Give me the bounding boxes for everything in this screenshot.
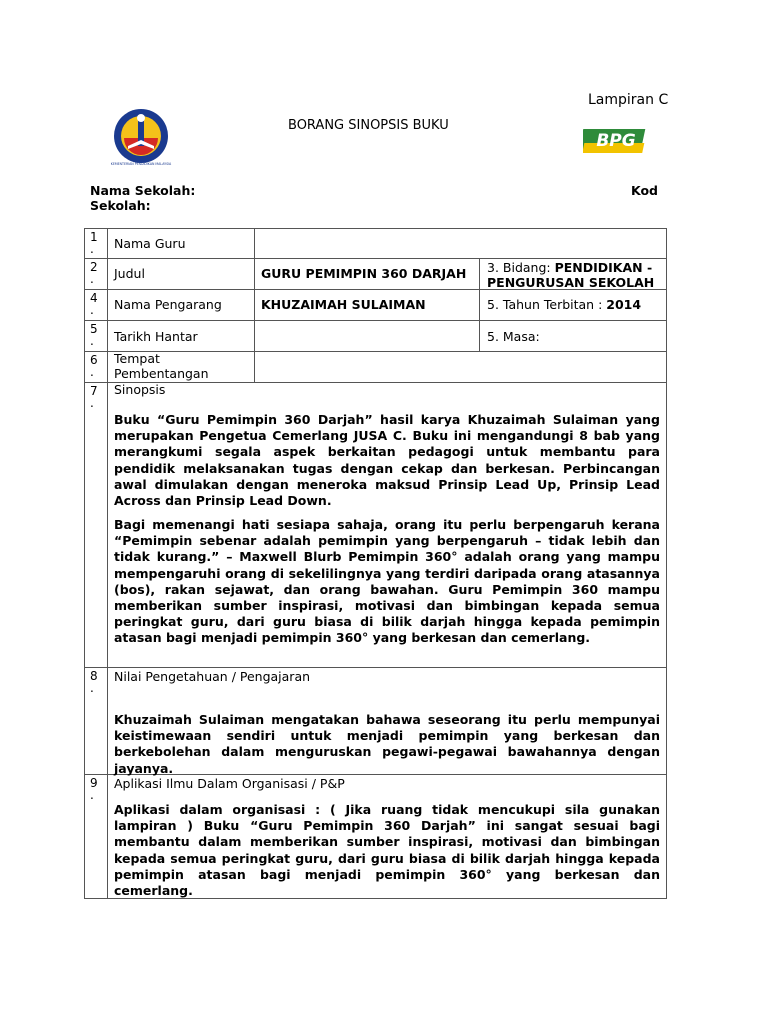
bpg-text: BPG [596, 131, 636, 151]
bidang-field [487, 260, 654, 290]
kpm-ring-text: KEMENTERIAN PENDIDIKAN MALAYSIA [110, 162, 172, 166]
pembentangan-label: Pembentangan [114, 366, 209, 381]
row-number: 9 . [90, 776, 98, 802]
sinopsis-paragraph-2: Bagi memenangi hati sesiapa sahaja, orang itu perlu berpengaruh kerana “Pemimpin sebenar adalah pemimpin yang berpengaruh – tidak lebih dan tidak kurang.” – Maxwell Blurb Pemimpin 360° adalah orang yang mampu mempengaruhi orang di sekelilingnya yang terdiri daripada orang atasannya (bos), rakan sejawat, dan orang bawahan. Guru Pemimpin 360 mampu memberikan sumber inspirasi, motivasi dan bimbingan kepada semua peringkat guru, dari guru biasa di bilik darjah hingga kepada pemimpin atasan bagi menjadi pemimpin 360° yang berkesan dan cemerlang. [114, 517, 660, 646]
kod-label: Kod [631, 183, 659, 198]
tarikh-hantar-label: Tarikh Hantar [114, 329, 198, 344]
nama-pengarang-label: Nama Pengarang [114, 297, 222, 312]
row-divider [84, 258, 667, 259]
column-divider [479, 258, 480, 352]
table-border [84, 228, 85, 899]
column-divider [107, 228, 108, 899]
bidang-value-1: PENDIDIKAN - [554, 260, 653, 275]
row-divider [84, 667, 667, 668]
row-number: 8 . [90, 669, 98, 695]
tahun-value: 2014 [606, 297, 642, 312]
row-divider [84, 382, 667, 383]
row-number: 1 . [90, 230, 98, 256]
nilai-pengetahuan-label: Nilai Pengetahuan / Pengajaran [114, 669, 311, 684]
kpm-logo [110, 108, 172, 168]
aplikasi-paragraph: Aplikasi dalam organisasi : ( Jika ruang tidak mencukupi sila gunakan lampiran ) Buku “Guru Pemimpin 360 Darjah” ini sangat sesuai bagi membantu dalam memberikan sumber inspirasi, motivasi dan bimbingan kepada semua peringkat guru, dari guru biasa di bilik darjah hingga kepada pemimpin atasan bagi menjadi pemimpin 360° yang berkesan dan cemerlang. [114, 802, 660, 899]
row-number: 7 . [90, 384, 98, 410]
tempat-pembentangan-label [114, 351, 209, 381]
tahun-field [487, 297, 641, 312]
bidang-value-2: PENGURUSAN SEKOLAH [487, 275, 655, 290]
pengarang-value: KHUZAIMAH SULAIMAN [261, 297, 426, 312]
form-title: BORANG SINOPSIS BUKU [288, 118, 449, 133]
tempat-label: Tempat [114, 351, 160, 366]
row-number: 2 . [90, 260, 98, 286]
row-number: 5 . [90, 322, 98, 348]
tahun-label: 5. Tahun Terbitan : [487, 297, 607, 312]
judul-label: Judul [114, 266, 145, 281]
school-name-label [90, 183, 195, 213]
aplikasi-ilmu-label: Aplikasi Ilmu Dalam Organisasi / P&P [114, 776, 345, 791]
masa-label: 5. Masa: [487, 329, 540, 344]
sinopsis-paragraph-1: Buku “Guru Pemimpin 360 Darjah” hasil karya Khuzaimah Sulaiman yang merupakan Pengetua Cemerlang JUSA C. Buku ini mengandungi 8 bab yang merangkumi segala aspek berkaitan pedagogi untuk membantu para pendidik melaksanakan tugas dengan cekap dan berkesan. Perbincangan awal dimulakan dengan meneroka maksud Prinsip Lead Up, Prinsip Lead Across dan Prinsip Lead Down. [114, 412, 660, 509]
table-border [666, 228, 667, 899]
judul-value: GURU PEMIMPIN 360 DARJAH [261, 266, 467, 281]
sinopsis-label: Sinopsis [114, 382, 166, 397]
row-number: 4 . [90, 291, 98, 317]
nama-sekolah-label: Nama Sekolah: [90, 183, 196, 198]
nama-guru-label: Nama Guru [114, 236, 186, 251]
sekolah-label: Sekolah: [90, 198, 151, 213]
nilai-paragraph: Khuzaimah Sulaiman mengatakan bahawa seseorang itu perlu mempunyai keistimewaan sendiri untuk menjadi pemimpin yang berkesan dan berkebolehan dalam menguruskan pegawi-pegawai bawahannya dengan jayanya. [114, 712, 660, 776]
lampiran-label: Lampiran C [588, 92, 669, 108]
table-border [84, 228, 667, 229]
bpg-logo [583, 121, 651, 157]
bidang-label: 3. Bidang: [487, 260, 555, 275]
row-divider [84, 320, 667, 321]
column-divider [254, 228, 255, 383]
row-number: 6 . [90, 353, 98, 379]
